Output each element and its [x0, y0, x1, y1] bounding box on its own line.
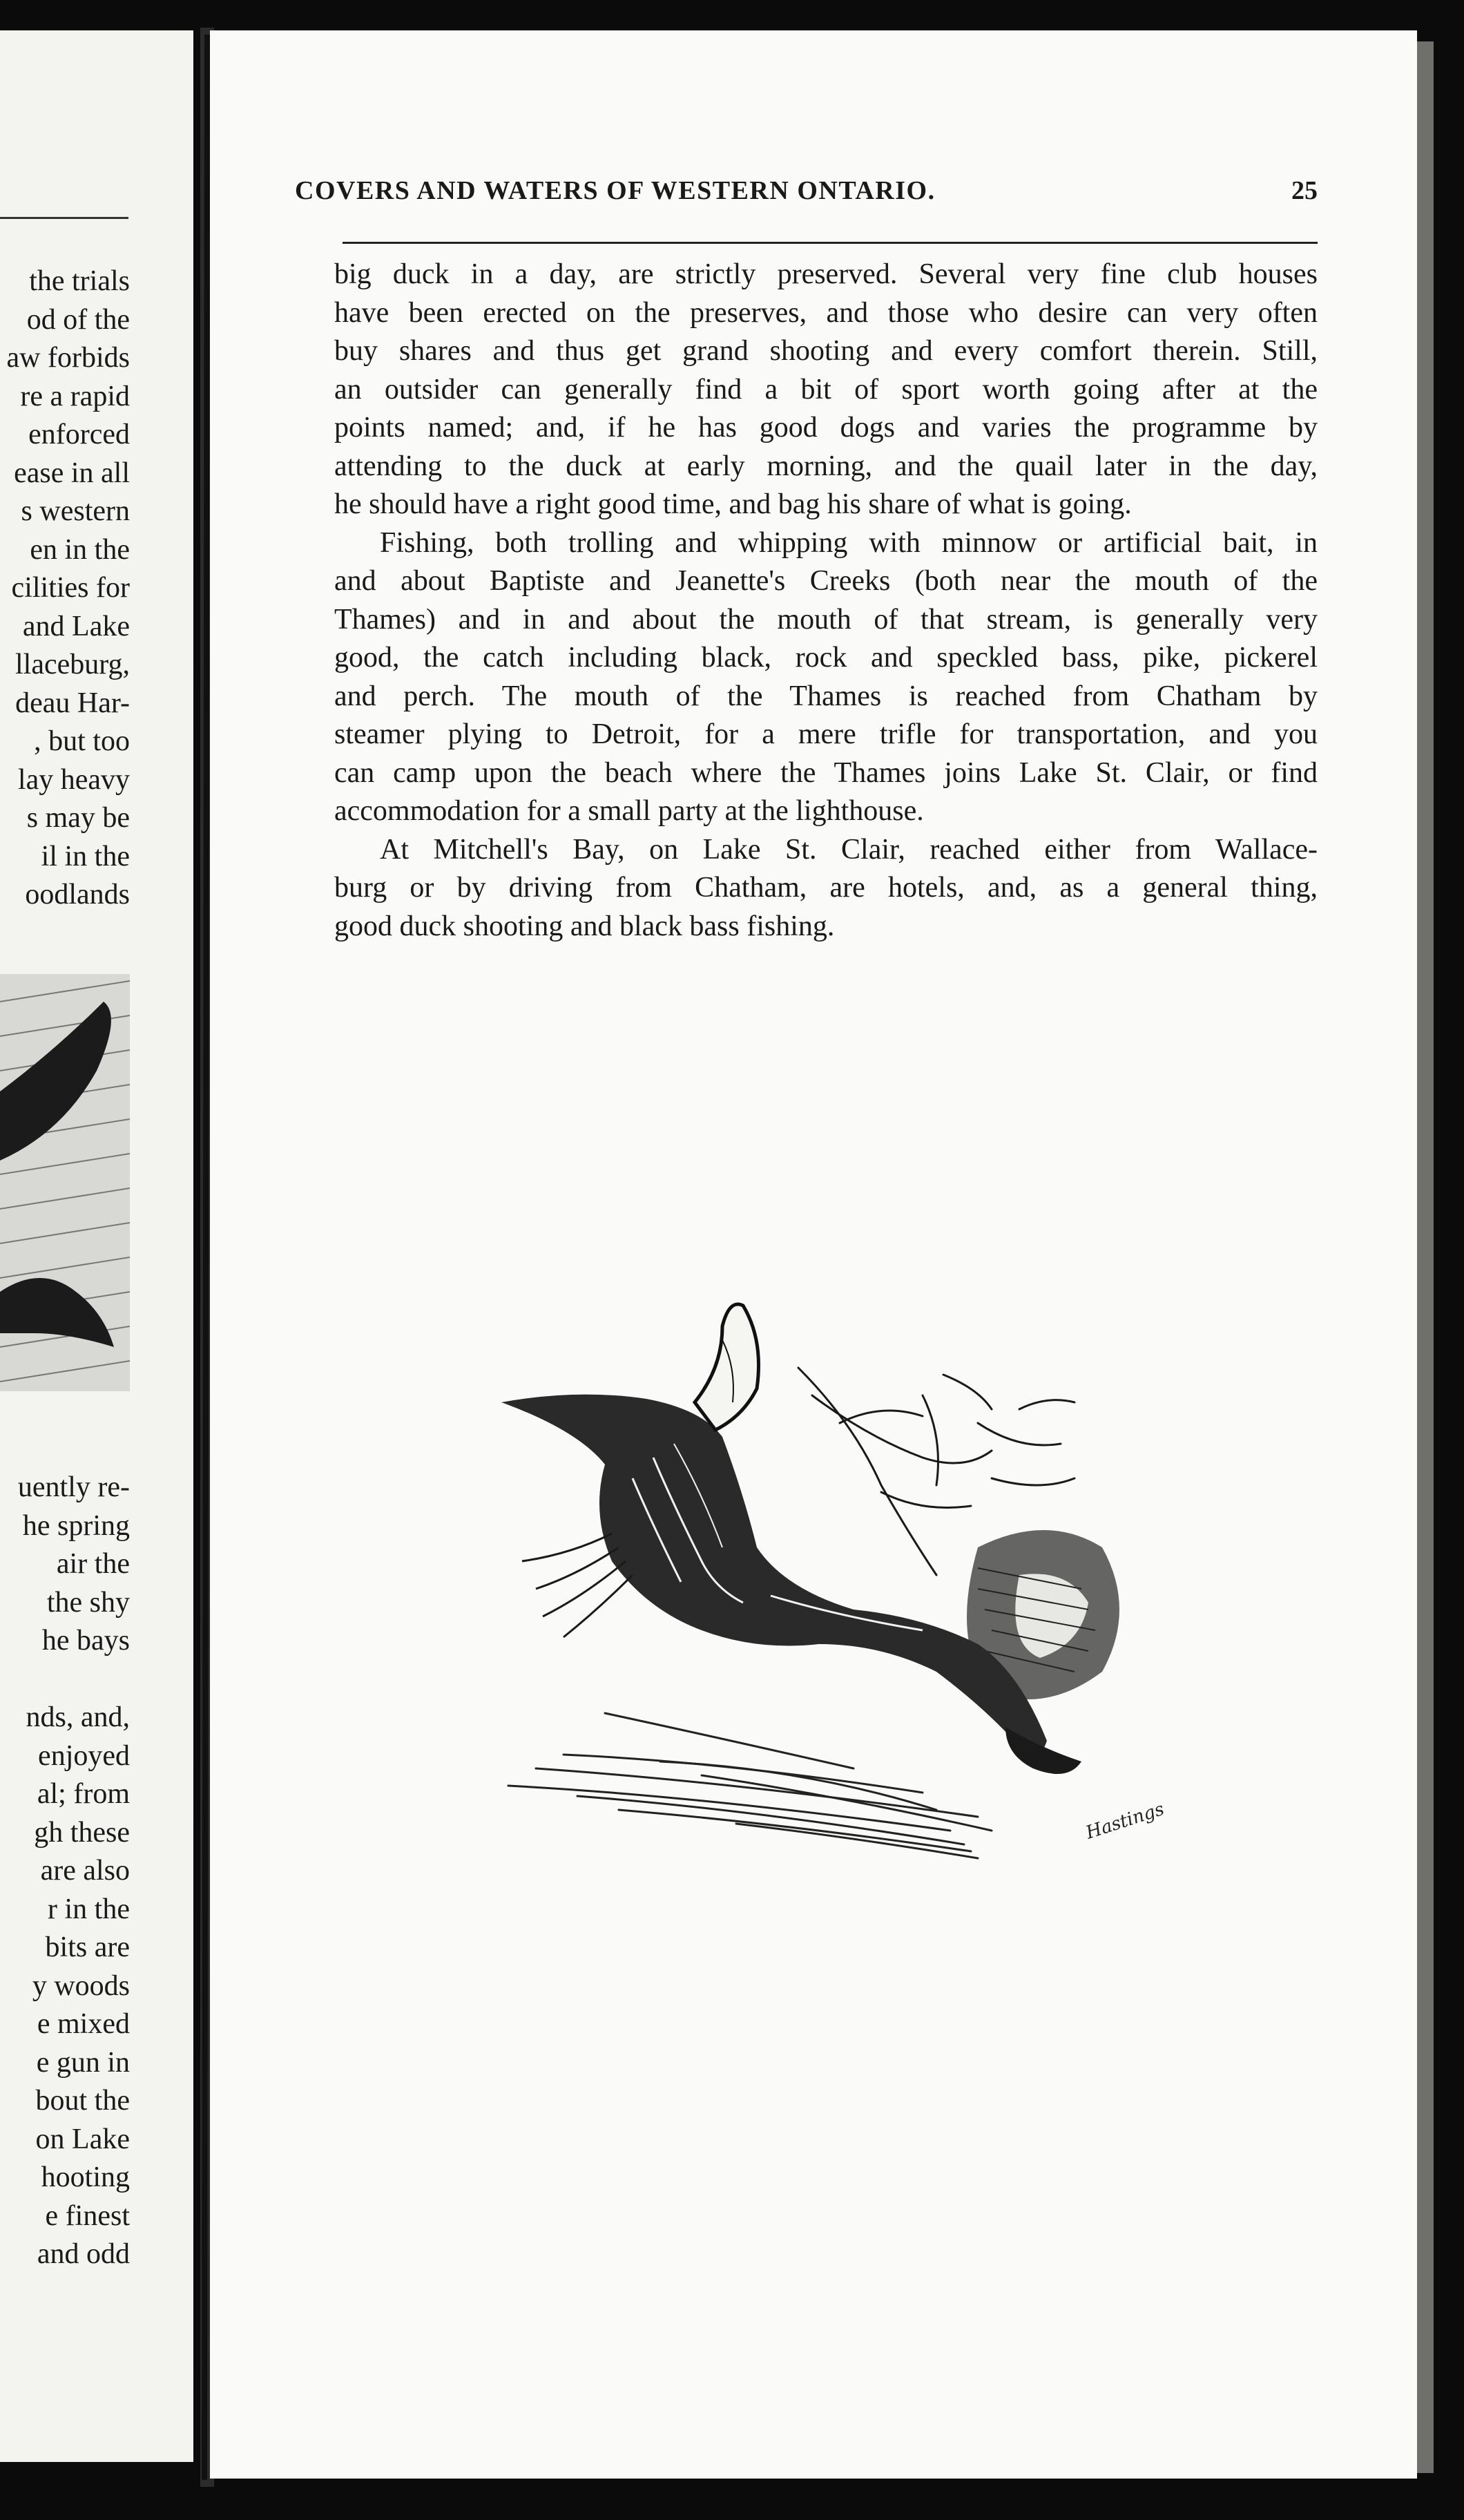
previous-page-line: hooting: [41, 2161, 130, 2193]
previous-page-line: enjoyed: [38, 1739, 130, 1772]
previous-page-fragment: [0, 30, 193, 2462]
previous-page-line: [18, 1661, 130, 1699]
previous-page-line: and Lake: [22, 610, 130, 642]
previous-page-line: on Lake: [35, 2123, 130, 2155]
paragraph-1-line: attending to the duck at early morning, and the quail later in the day,: [334, 450, 1318, 482]
previous-page-line: cilities for: [11, 572, 130, 604]
page-number: 25: [1291, 176, 1318, 205]
paragraph-1-line: buy shares and thus get grand shooting and every comfort therein. Still,: [334, 335, 1318, 367]
paragraph-2-line: Thames) and in and about the mouth of that stream, is generally very: [334, 603, 1318, 636]
previous-page-line: gh these: [34, 1816, 130, 1849]
paragraph-2-line: and perch. The mouth of the Thames is reached from Chatham by: [334, 680, 1318, 712]
running-head-title: COVERS AND WATERS OF WESTERN ONTARIO.: [295, 176, 936, 205]
previous-page-line: s western: [21, 495, 130, 527]
paragraph-2-line: steamer plying to Detroit, for a mere trifle for transportation, and you: [334, 718, 1318, 750]
previous-page-line: bout the: [35, 2085, 130, 2117]
paragraph-2-line: good, the catch including black, rock and speckled bass, pike, pickerel: [334, 642, 1318, 674]
previous-page-line: y woods: [32, 1969, 130, 2002]
paragraph-2-line: Fishing, both trolling and whipping with minnow or artificial bait, in: [380, 526, 1318, 559]
previous-page-line: r in the: [48, 1893, 130, 1925]
paragraph-1-line: he should have a right good time, and bag his share of what is going.: [334, 488, 1132, 520]
previous-page-line: en in the: [30, 533, 130, 566]
previous-page-line: uently re-: [17, 1471, 130, 1503]
previous-page-line: aw forbids: [6, 342, 130, 374]
paragraph-2-line: can camp upon the beach where the Thames joins Lake St. Clair, or find: [334, 756, 1318, 789]
previous-page-line: re a rapid: [20, 380, 130, 412]
paragraph-3-line: burg or by driving from Chatham, are hotels, and, as a general thing,: [334, 872, 1318, 904]
previous-page-line: od of the: [26, 303, 130, 336]
previous-page-illustration: [0, 974, 130, 1391]
previous-page-line: lay heavy: [17, 763, 130, 796]
previous-page-line: enforced: [28, 419, 130, 450]
previous-page-line: air the: [56, 1548, 130, 1580]
previous-page-line: ease in all: [14, 457, 130, 489]
previous-page-text-lower: [18, 1469, 130, 2274]
previous-page-line: the trials: [29, 265, 130, 297]
previous-page-line: bits are: [45, 1931, 130, 1963]
previous-page-line: deau Har-: [15, 687, 130, 719]
previous-page-line: oodlands: [25, 879, 130, 910]
previous-page-line: he spring: [22, 1509, 130, 1542]
previous-page-line: , but too: [34, 725, 130, 757]
paragraph-1-line: have been erected on the preserves, and those who desire can very often: [334, 296, 1318, 329]
previous-page-line: s may be: [26, 802, 130, 834]
paragraph-1-line: points named; and, if he has good dogs and varies the programme by: [334, 412, 1318, 443]
previous-page-line: il in the: [41, 840, 130, 872]
paragraph-3-line: good duck shooting and black bass fishing.: [334, 910, 835, 942]
previous-page-line: nds, and,: [26, 1701, 130, 1733]
previous-page-line: the shy: [46, 1586, 130, 1619]
previous-page-text-upper: [7, 262, 130, 915]
previous-page-line: llaceburg,: [15, 649, 130, 680]
paragraph-3-line: At Mitchell's Bay, on Lake St. Clair, reached either from Wallace-: [380, 833, 1318, 866]
previous-page-line: he bays: [41, 1625, 130, 1657]
previous-page-line: al; from: [37, 1778, 130, 1810]
previous-page-line: and odd: [37, 2238, 130, 2270]
previous-page-line: e mixed: [37, 2008, 130, 2040]
previous-page-rule: [0, 217, 128, 219]
header-rule: [343, 242, 1318, 244]
previous-page-line: are also: [40, 1855, 130, 1887]
illustration-signature: Hastings: [1083, 1798, 1167, 1844]
paragraph-2-line: accommodation for a small party at the lighthouse.: [334, 795, 924, 827]
paragraph-2-line: and about Baptiste and Jeanette's Creeks (both near the mouth of the: [334, 565, 1318, 597]
body-text: [334, 256, 1318, 946]
paragraph-1-line: big duck in a day, are strictly preserved. Several very fine club houses: [334, 258, 1318, 290]
previous-page-line: e finest: [45, 2199, 130, 2232]
paragraph-1-line: an outsider can generally find a bit of sport worth going after at the: [334, 373, 1318, 405]
previous-page-line: e gun in: [36, 2046, 130, 2079]
duck-illustration: [494, 1285, 1185, 1879]
